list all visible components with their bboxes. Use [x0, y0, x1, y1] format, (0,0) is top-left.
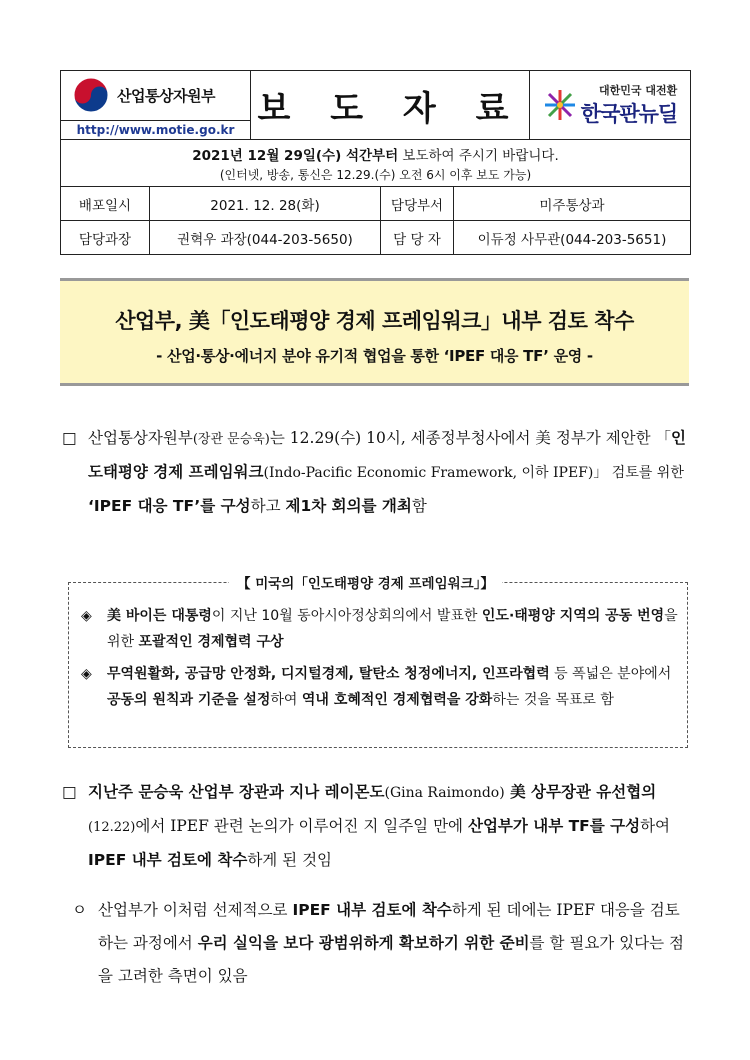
release-label: 배포일시	[61, 187, 150, 220]
headline-sub: - 산업·통상·에너지 분야 유기적 협업을 통한 ‘IPEF 대응 TF’ 운영 -	[156, 347, 593, 365]
info-item-2: ◈ 무역원활화, 공급망 안정화, 디지털경제, 탈탄소 청정에너지, 인프라협력 등 폭넓은 분야에서 공동의 원칙과 기준을 설정하여 역내 호혜적인 경제협력을 강화하는 것을 목표로 함	[81, 661, 679, 713]
ipef-info-box	[68, 576, 688, 748]
ministry-name: 산업통상자원부	[117, 86, 215, 105]
doc-type-title: 보 도 자 료	[251, 71, 530, 139]
release-row	[61, 187, 690, 221]
korean-new-deal-logo	[530, 71, 690, 139]
info-item-1: ◈ 美 바이든 대통령이 지난 10월 동아시아정상회의에서 발표한 인도·태평양 지역의 공동 번영을 위한 포괄적인 경제협력 구상	[81, 603, 679, 655]
info-box-title: 【 미국의「인도태평양 경제 프레임워크」】	[229, 572, 502, 592]
headline-box	[60, 278, 689, 386]
paragraph-3: ㅇ 산업부가 이처럼 선제적으로 IPEF 내부 검토에 착수하게 된 데에는 IPEF 대응을 검토하는 과정에서 우리 실익을 보다 광범위하게 확보하기 위한 준비를 할 필요가 있다는 점을 고려한 측면이 있음	[72, 894, 692, 993]
taegeuk-emblem-icon	[71, 75, 111, 115]
press-header-table	[60, 70, 691, 255]
headline-main: 산업부, 美「인도태평양 경제 프레임워크」내부 검토 착수	[115, 309, 634, 333]
ministry-url-link[interactable]: http://www.motie.go.kr	[61, 120, 250, 140]
diamond-bullet-icon: ◈	[81, 666, 92, 682]
circle-bullet: ㅇ	[72, 901, 87, 919]
dept-label: 담당부서	[381, 187, 454, 220]
new-deal-star-icon	[543, 88, 577, 122]
contact-value: 이듀정 사무관(044-203-5651)	[477, 231, 667, 248]
embargo-notice: 2021년 12월 29일(수) 석간부터 보도하여 주시기 바랍니다.	[192, 148, 559, 164]
header-top-row	[61, 71, 690, 140]
paragraph-1: □ 산업통상자원부(장관 문승욱)는 12.29(수) 10시, 세종정부청사에서 美 정부가 제안한 「인도태평양 경제 프레임워크(Indo-Pacific Economic Framework, 이하 IPEF)」 검토를 위한 ‘IPEF 대응 TF’를 구성하고 제1차 회의를 개최함	[62, 422, 692, 523]
contact-row	[61, 221, 690, 254]
square-bullet: □	[62, 429, 77, 447]
new-deal-title: 한국판뉴딜	[580, 102, 678, 126]
contact-label: 담 당 자	[381, 221, 454, 254]
manager-label: 담당과장	[61, 221, 150, 254]
manager-value: 권혁우 과장(044-203-5650)	[150, 221, 381, 254]
ministry-logo-cell	[61, 71, 251, 139]
diamond-bullet-icon: ◈	[81, 608, 92, 624]
dept-value: 미주통상과	[539, 197, 605, 214]
new-deal-tagline: 대한민국 대전환	[599, 84, 678, 97]
release-date: 2021. 12. 28(화)	[150, 187, 381, 220]
embargo-row	[61, 140, 690, 187]
embargo-note: (인터넷, 방송, 통신은 12.29.(수) 오전 6시 이후 보도 가능)	[219, 168, 532, 182]
square-bullet: □	[62, 783, 77, 801]
paragraph-2: □ 지난주 문승욱 산업부 장관과 지나 레이몬도(Gina Raimondo) 美 상무장관 유선협의(12.22)에서 IPEF 관련 논의가 이루어진 지 일주일 만에 산업부가 내부 TF를 구성하여 IPEF 내부 검토에 착수하게 된 것임	[62, 776, 692, 877]
